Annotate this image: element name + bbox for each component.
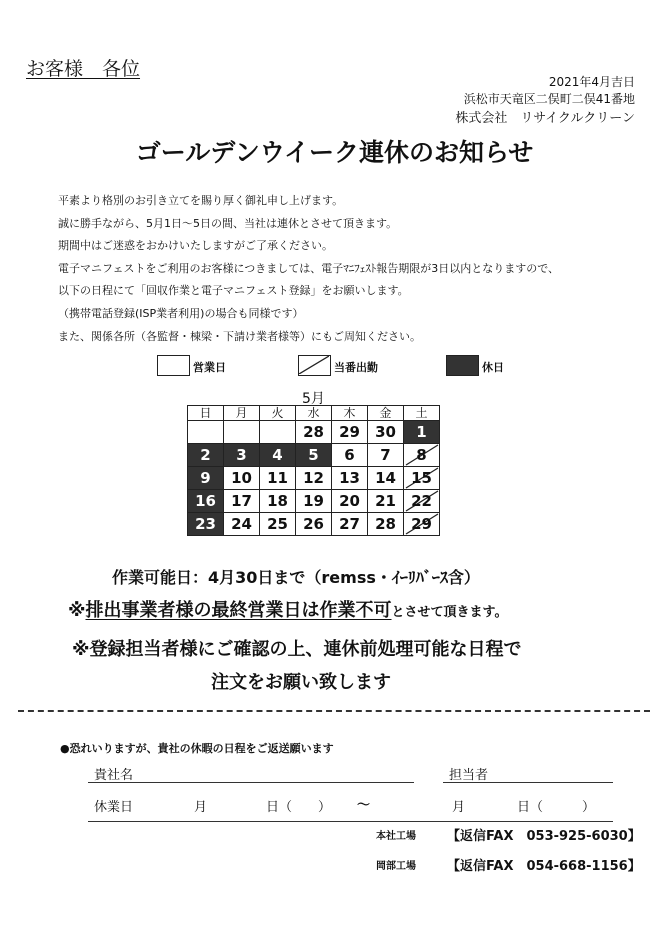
day-number: 2 [200,446,211,464]
page-title: ゴールデンウイーク連休のお知らせ [135,138,534,167]
business-day [368,513,404,536]
duty-day [404,467,440,490]
duty-day [404,513,440,536]
holiday-day [260,444,296,467]
day-number: 28 [303,423,324,441]
company-name-field[interactable] [88,782,414,783]
business-day [296,490,332,513]
day-number: 30 [375,423,396,441]
business-day [332,444,368,467]
body-line: 電子マニフェストをご利用のお客様につきましては、電子ﾏﾆﾌｪｽﾄ報告期限が3日以内となりますので、 [58,261,560,275]
range-tilde: ～ [357,798,371,813]
end-month-label: 月 [452,800,466,815]
empty-day [224,421,260,444]
holiday-date-field[interactable] [88,821,613,822]
business-day [260,490,296,513]
day-number: 22 [411,492,432,510]
legend-business-swatch [157,355,190,376]
business-day [368,467,404,490]
reply-instruction: ●恐れいりますが、貴社の休暇の日程をご返送願います [60,742,334,755]
day-number: 21 [375,492,396,510]
weekday-header: 木 [332,406,368,421]
duty-day [404,444,440,467]
day-number: 15 [411,469,432,487]
day-number: 20 [339,492,360,510]
day-number: 3 [236,446,247,464]
weekday-header: 水 [296,406,332,421]
day-number: 10 [231,469,252,487]
start-day-label: 日（ ） [266,800,332,815]
holiday-day [188,490,224,513]
weekday-header: 金 [368,406,404,421]
day-number: 29 [339,423,360,441]
workable-date-note: 作業可能日：4月30日まで（remss・ｲｰﾘﾊﾞｰｽ含） [112,568,480,587]
day-number: 4 [272,446,283,464]
holiday-day [188,467,224,490]
day-number: 27 [339,515,360,533]
holiday-day [224,444,260,467]
calendar-table [187,405,440,536]
body-line: また、関係各所（各監督・棟梁・下請け業者様等）にもご周知ください。 [58,329,421,343]
day-number: 29 [411,515,432,533]
day-number: 17 [231,492,252,510]
confirm-note-line2: 注文をお願い致します [211,672,391,693]
weekday-header: 日 [188,406,224,421]
business-day [224,513,260,536]
day-number: 11 [267,469,288,487]
duty-day [404,490,440,513]
final-business-day-emphasis: 排出事業者様の最終営業日は作業不可 [85,600,392,621]
day-number: 23 [195,515,216,533]
legend-holiday-swatch [446,355,479,376]
body-line: 誠に勝手ながら、5月1日～5日の間、当社は連休とさせて頂きます。 [58,216,398,230]
company-address: 浜松市天竜区二俣町二俣41番地 [463,92,635,106]
addressee: お客様 各位 [26,58,141,80]
body-line: 期間中はご迷惑をおかけいたしますがご了承ください。 [58,239,333,253]
business-day [368,421,404,444]
business-day [368,490,404,513]
weekday-header: 土 [404,406,440,421]
company-field-label: 貴社名 [94,768,134,783]
hq-factory-label: 本社工場 [376,831,416,842]
business-day [296,513,332,536]
business-day [332,421,368,444]
calendar-week [188,490,440,513]
day-number: 8 [416,446,427,464]
empty-day [260,421,296,444]
legend-business-label: 営業日 [193,361,226,374]
body-line: （携帯電話登録(ISP業者利用)の場合も同様です） [58,306,304,320]
weekday-header: 月 [224,406,260,421]
holiday-day [188,444,224,467]
person-name-field[interactable] [443,782,613,783]
holiday-day [188,513,224,536]
holiday-day [296,444,332,467]
day-number: 6 [344,446,355,464]
weekday-header: 火 [260,406,296,421]
okabe-factory-label: 岡部工場 [376,861,416,872]
business-day [332,513,368,536]
body-line: 平素より格別のお引き立てを賜り厚く御礼申し上げます。 [58,194,344,207]
day-number: 24 [231,515,252,533]
day-number: 13 [339,469,360,487]
empty-day [188,421,224,444]
legend-duty-label: 当番出勤 [334,361,378,374]
day-number: 16 [195,492,216,510]
final-business-day-note [68,596,507,622]
business-day [260,467,296,490]
calendar-week [188,421,440,444]
day-number: 14 [375,469,396,487]
day-number: 19 [303,492,324,510]
holiday-field-label: 休業日 [94,800,134,815]
day-number: 5 [308,446,319,464]
start-month-label: 月 [194,800,208,815]
note-mark: ※ [68,600,86,621]
day-number: 12 [303,469,324,487]
business-day [368,444,404,467]
day-number: 25 [267,515,288,533]
diagonal-slash-icon [299,356,329,374]
holiday-day [404,421,440,444]
calendar-week [188,467,440,490]
calendar-week [188,444,440,467]
day-number: 18 [267,492,288,510]
day-number: 26 [303,515,324,533]
legend-duty-swatch [298,355,331,376]
hq-fax-number: 【返信FAX 053-925-6030】 [447,829,641,844]
business-day [296,467,332,490]
issue-date: 2021年4月吉日 [548,75,635,89]
business-day [332,467,368,490]
final-business-day-suffix: とさせて頂きます。 [391,605,508,620]
person-field-label: 担当者 [449,768,489,783]
day-number: 1 [416,423,427,441]
business-day [332,490,368,513]
day-number: 28 [375,515,396,533]
end-day-label: 日（ ） [517,800,596,815]
business-day [296,421,332,444]
cut-line-divider [18,710,650,712]
calendar-month: 5月 [302,391,325,407]
day-number: 7 [380,446,391,464]
legend-holiday-label: 休日 [482,361,504,374]
business-day [260,513,296,536]
business-day [224,490,260,513]
day-number: 9 [200,469,211,487]
notice-body [58,190,559,348]
body-line: 以下の日程にて「回収作業と電子マニフェスト登録」をお願いします。 [58,284,409,298]
okabe-fax-number: 【返信FAX 054-668-1156】 [447,859,641,874]
company-name: 株式会社 リサイクルクリーン [455,111,635,126]
confirm-note-line1: ※登録担当者様にご確認の上、連休前処理可能な日程で [72,639,522,660]
business-day [224,467,260,490]
calendar-week [188,513,440,536]
